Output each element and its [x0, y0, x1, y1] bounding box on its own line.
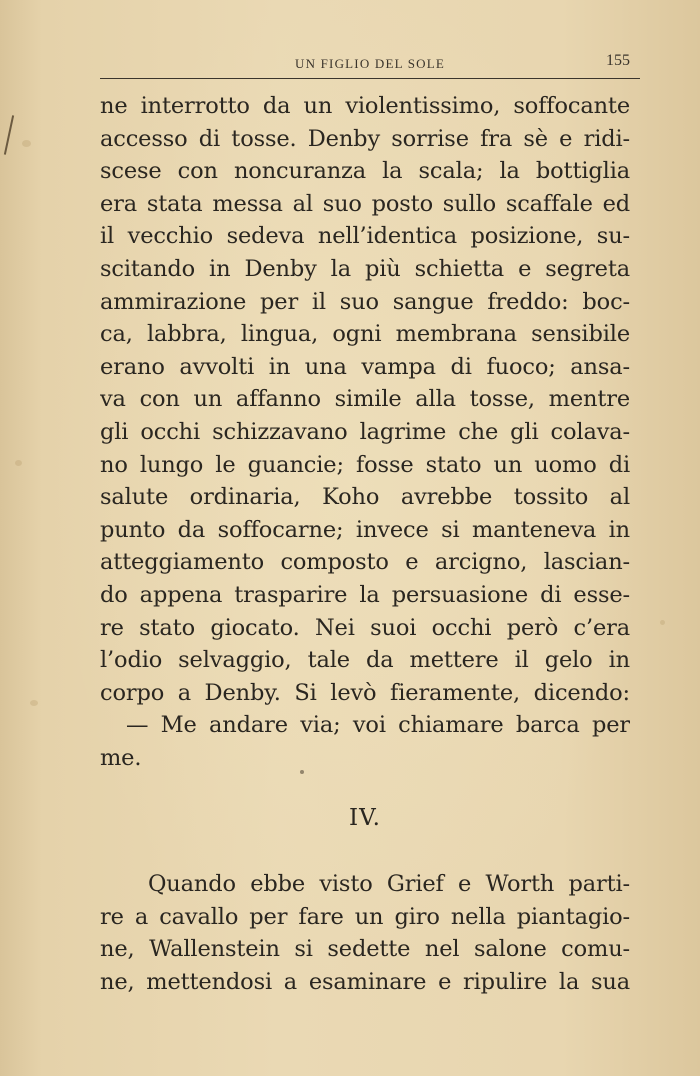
text-line: ne interrotto da un violentissimo, soffocante: [100, 93, 630, 119]
text-line: punto da soffocarne; invece si manteneva in: [100, 516, 630, 543]
text-line: ne, Wallenstein si sedette nel salone comu-: [100, 936, 630, 963]
dialogue-line: me.: [100, 744, 142, 771]
text-line: ne, mettendosi a esaminare e ripulire la sua: [100, 968, 630, 995]
margin-mark: [4, 115, 14, 155]
running-title: UN FIGLIO DEL SOLE: [294, 56, 446, 71]
page-number: 155: [606, 52, 630, 69]
paper-stain: [22, 140, 31, 147]
text-line: ca, labbra, lingua, ogni membrana sensibile: [100, 321, 630, 348]
text-line: corpo a Denby. Si levò fieramente, dicendo:: [100, 679, 630, 706]
text-line: erano avvolti in una vampa di fuoco; ansa-: [100, 353, 630, 380]
text-line: scitando in Denby la più schietta e segreta: [100, 255, 630, 282]
text-line: atteggiamento composto e arcigno, lascian-: [100, 549, 630, 576]
text-line: salute ordinaria, Koho avrebbe tossito al: [100, 484, 630, 511]
section-heading: IV.: [349, 805, 381, 831]
paper-stain: [30, 700, 38, 706]
paper-stain: [15, 460, 22, 466]
paragraph-iv: [100, 868, 630, 998]
text-line: Quando ebbe visto Grief e Worth parti-: [148, 871, 630, 897]
header-rule: [100, 78, 640, 79]
text-line: do appena trasparire la persuasione di esse-: [100, 581, 630, 608]
running-header: [100, 52, 640, 76]
text-line: re a cavallo per fare un giro nella piantagio-: [100, 903, 630, 930]
text-line: va con un affanno simile alla tosse, mentre: [100, 386, 630, 413]
text-line: re stato giocato. Nei suoi occhi però c’era: [100, 614, 630, 641]
text-line: gli occhi schizzavano lagrime che gli colava-: [100, 418, 630, 445]
dialogue-line: — Me andare via; voi chiamare barca per: [126, 712, 630, 739]
text-line: ammirazione per il suo sangue freddo: boc-: [100, 288, 630, 315]
text-line: scese con noncuranza la scala; la bottiglia: [100, 158, 630, 185]
paper-stain: [660, 620, 665, 625]
text-line: il vecchio sedeva nell’identica posizione, su-: [100, 223, 630, 250]
text-line: era stata messa al suo posto sullo scaffale ed: [100, 190, 630, 217]
text-line: accesso di tosse. Denby sorrise fra sè e ridi-: [100, 125, 630, 152]
main-text: [100, 90, 630, 774]
text-line: l’odio selvaggio, tale da mettere il gelo in: [100, 647, 630, 674]
text-line: no lungo le guancie; fosse stato un uomo di: [100, 451, 630, 478]
